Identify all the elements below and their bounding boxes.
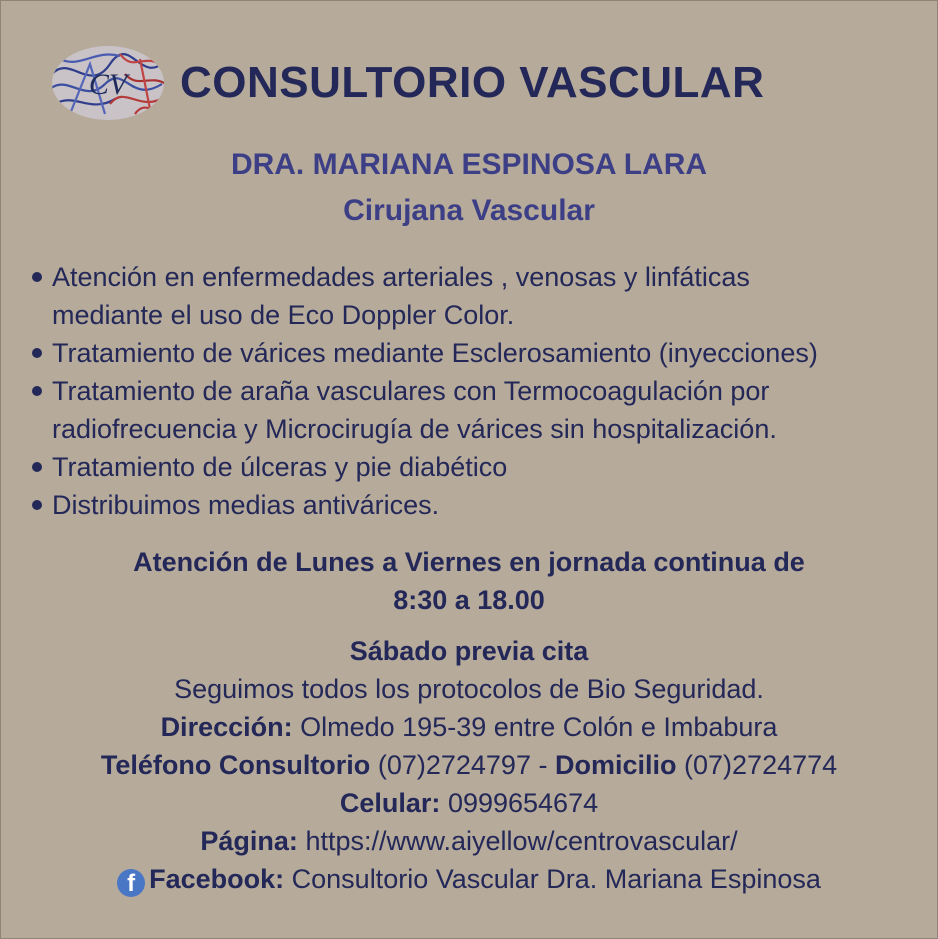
page-url-link[interactable]: https://www.aiyellow/centrovascular/ — [305, 826, 738, 856]
facebook-page-link[interactable]: Consultorio Vascular Dra. Mariana Espinosa — [291, 864, 821, 894]
address-label: Dirección: — [160, 712, 293, 742]
facebook-label: Facebook: — [149, 864, 285, 894]
service-item: Tratamiento de úlceras y pie diabético — [30, 448, 910, 486]
service-item: Distribuimos medias antivárices. — [30, 486, 910, 524]
page-label: Página: — [200, 826, 298, 856]
service-item-continuation: mediante el uso de Eco Doppler Color. — [52, 300, 515, 330]
saturday-note: Sábado previa cita — [349, 636, 589, 666]
facebook-line — [0, 860, 938, 898]
service-item: Tratamiento de araña vasculares con Termocoagulación por — [30, 372, 910, 410]
service-item: Tratamiento de várices mediante Esclerosamiento (inyecciones) — [30, 334, 910, 372]
services-list — [30, 258, 910, 524]
weekday-hours-line: Atención de Lunes a Viernes en jornada continua de — [133, 547, 805, 577]
doctor-name: DRA. MARIANA ESPINOSA LARA — [230, 148, 708, 181]
cv-vascular-logo-icon — [50, 44, 166, 122]
header — [50, 38, 764, 128]
cell-phone[interactable]: 0999654674 — [447, 788, 599, 818]
cell-line — [0, 784, 938, 822]
bullet-icon — [32, 348, 42, 358]
bullet-icon — [32, 386, 42, 396]
office-phone-label: Teléfono Consultorio — [100, 750, 371, 780]
bullet-icon — [32, 462, 42, 472]
page-line — [0, 822, 938, 860]
weekday-hours-time: 8:30 a 18.00 — [393, 585, 545, 615]
logo-monogram: CV — [88, 68, 128, 101]
doctor-specialty: Cirujana Vascular — [343, 194, 595, 227]
bullet-icon — [32, 500, 42, 510]
address-line — [0, 708, 938, 746]
home-phone[interactable]: (07)2724774 — [684, 750, 838, 780]
phone-separator: - — [538, 750, 548, 780]
bullet-icon — [32, 272, 42, 282]
cell-label: Celular: — [339, 788, 441, 818]
weekday-hours — [0, 543, 938, 619]
facebook-icon[interactable]: f — [117, 869, 145, 897]
protocols-text: Seguimos todos los protocolos de Bio Seguridad. — [174, 674, 764, 704]
clinic-title: CONSULTORIO VASCULAR — [180, 58, 765, 107]
contact-block — [0, 670, 938, 898]
service-item: Atención en enfermedades arteriales , venosas y linfáticas — [30, 258, 910, 296]
office-phone[interactable]: (07)2724797 — [377, 750, 531, 780]
home-phone-label: Domicilio — [555, 750, 677, 780]
phone-line — [0, 746, 938, 784]
address-value: Olmedo 195-39 entre Colón e Imbabura — [300, 712, 778, 742]
service-item-continuation: radiofrecuencia y Microcirugía de várices sin hospitalización. — [52, 414, 777, 444]
